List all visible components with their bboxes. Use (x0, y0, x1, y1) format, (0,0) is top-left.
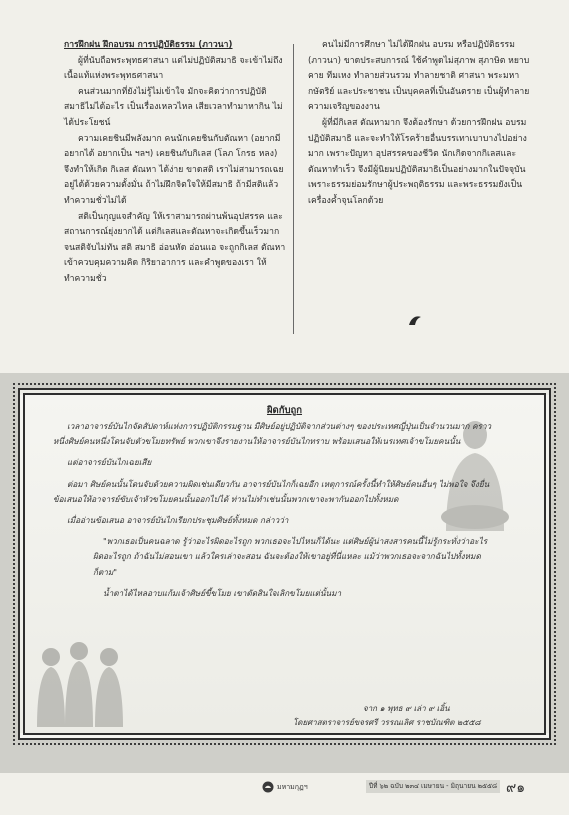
story-paragraph: แต่อาจารย์บันไกเฉยเสีย (67, 457, 152, 468)
publisher-emblem-icon (262, 781, 274, 793)
story-paragraph: ต่อมา ศิษย์คนนั้นโดนจับด้วยความผิดเช่นเดียวกัน อาจารย์บันไกก็เฉยอีก เหตุการณ์ครั้งนี้ทำให้ศิษย์คนอื่นๆ ไม่พอใจ จึงยื่นข้อเสนอให้อาจารย์ขับเจ้าหัวขโมยคนนั้นออกไปได้ ท่านไม่ทำเช่นนั้นพวกเขาจะพากันออกไปทั้งหมด (53, 478, 490, 504)
column-divider (293, 44, 294, 334)
page-footer (0, 773, 569, 815)
issue-info: ปีที่ ๖๒ ฉบับ ๒๓๔ เมษายน - มิถุนายน ๒๕๕๘ (366, 780, 500, 793)
story-paragraph: เมื่ออ่านข้อเสนอ อาจารย์บันไกเรียกประชุมศิษย์ทั้งหมด กล่าวว่า (67, 515, 289, 526)
paragraph: ความเคยชินมีพลังมาก คนนักเคยชินกับตัณหา (อยากมี อยากได้ อยากเป็น ฯลฯ) เคยชินกับกิเลส (โลภ โกรธ หลง) จึงทำให้เกิด กิเลส ตัณหา ได้ง่าย ขาดสติ เราไม่สามารถเฉยอยู่ได้ด้วยความตั้งมั่น ถ้าไม่ฝึกจิตใจให้มีสมาธิ ถ้ามีสติแล้วทำความชั่วไม่ได้ (64, 133, 284, 206)
paragraph: คนส่วนมากที่ยังไม่รู้ไม่เข้าใจ มักจะคิดว่าการปฏิบัติสมาธิไม่ได้อะไร เป็นเรื่องเหลวไหล เสียเวลาทำมาหากิน ไม่ได้ประโยชน์ (64, 86, 283, 128)
story-paragraph: เวลาอาจารย์บันไกจัดสัปดาห์แห่งการปฏิบัติกรรมฐาน มีศิษย์อยู่ปฏิบัติจากส่วนต่างๆ ของประเทศญี่ปุ่นเป็นจำนวนมาก คราวหนึ่งศิษย์คนหนึ่งโดนจับตัวขโมยทรัพย์ พวกเขาจึงรายงานให้อาจารย์บันไกทราบ พร้อมเสนอให้เนรเทศเจ้าขโมยคนนั้น (53, 421, 492, 447)
story-body (53, 419, 493, 601)
monks-photo-image (31, 617, 141, 727)
story-attribution (293, 702, 533, 730)
story-quote: "พวกเธอเป็นคนฉลาด รู้ว่าอะไรผิดอะไรถูก พวกเธอจะไปไหนก็ได้นะ แต่ศิษย์ผู้น่าสงสารคนนี้ไม่รู้กระทั่งว่าอะไรผิดอะไรถูก ถ้าฉันไม่สอนเขา แล้วใครเล่าจะสอน ฉันจะต้องให้เขาอยู่ที่นี่แหละ แม้ว่าพวกเธอจะจากฉันไปทั้งหมดก็ตาม" (93, 536, 488, 577)
paragraph: คนไม่มีการศึกษา ไม่ได้ฝึกฝน อบรม หรือปฏิบัติธรรม (ภาวนา) ขาดประสบการณ์ ใช้คำพูดไม่สุภาพ สุภาษิต หยาบคาย ทีมเหง ทำลายส่วนรวม ทำลายชาติ ศาสนา พระมหากษัตริย์ และประชาชน เป็นบุคคลที่เป็นอันตราย เป็นผู้ทำลายความเจริญของงาน (308, 40, 530, 113)
page-number: ๙๑ (506, 780, 526, 796)
paragraph: ผู้ที่มีกิเลส ตัณหามาก จึงต้องรักษา ด้วยการฝึกฝน อบรม ปฏิบัติสมาธิ และจะทำให้โรคร้ายอื่นบรรเทาเบาบางไปอย่างมาก เพราะปัญหา อุปสรรคของชีวิต นักเกิดจากกิเลสและตัณหาทำเร็ว จึงมีผู้นิยมปฏิบัติสมาธิเป็นอย่างมากในปัจจุบัน เพราะธรรมย่อมรักษาผู้ประพฤติธรรม และพระธรรมยังเป็นเครื่องค้ำจุนโลกด้วย (308, 117, 527, 206)
publisher-logo (262, 781, 308, 793)
paragraph: สติเป็นกุญแจสำคัญ ให้เราสามารถผ่านพ้นอุปสรรค และสถานการณ์ยุ่งยากได้ แต่กิเลสและตัณหาจะเกิดขึ้นเร็วมาก จนสติจับไม่ทัน สติ สมาธิ อ่อนหัด อ่อนแอ จะถูกกิเลส ตัณหา เข้าควบคุมความคิด กิริยาอาการ และคำพูดของเรา ให้ทำความชั่ว (64, 211, 286, 284)
bird-ornament-icon (408, 314, 422, 326)
story-frame (18, 388, 551, 740)
right-column (308, 38, 530, 210)
story-title: ผิดกับถูก (266, 405, 303, 416)
credit-line: โดยศาสตราจารย์ขจรศรี วรรณเลิศ ราชบัณฑิต ๒๕๕๘ (293, 718, 481, 727)
publisher-name: มหามกุฏฯ (277, 782, 308, 791)
left-column (64, 38, 286, 288)
story-ending: น้ำตาได้ไหลอาบแก้มเจ้าศิษย์ขี้ขโมย เขาตัดสินใจเลิกขโมยแต่นั้นมา (103, 587, 342, 598)
source-line: จาก ๑ พุทธ ๙ เล่า ๙ เอิ้น (363, 704, 450, 713)
section-heading: การฝึกฝน ฝึกอบรม การปฏิบัติธรรม (ภาวนา) (64, 40, 233, 50)
paragraph: ผู้ที่นับถือพระพุทธศาสนา แต่ไม่ปฏิบัติสมาธิ จะเข้าไม่ถึงเนื้อแท้แห่งพระพุทธศาสนา (64, 55, 283, 82)
